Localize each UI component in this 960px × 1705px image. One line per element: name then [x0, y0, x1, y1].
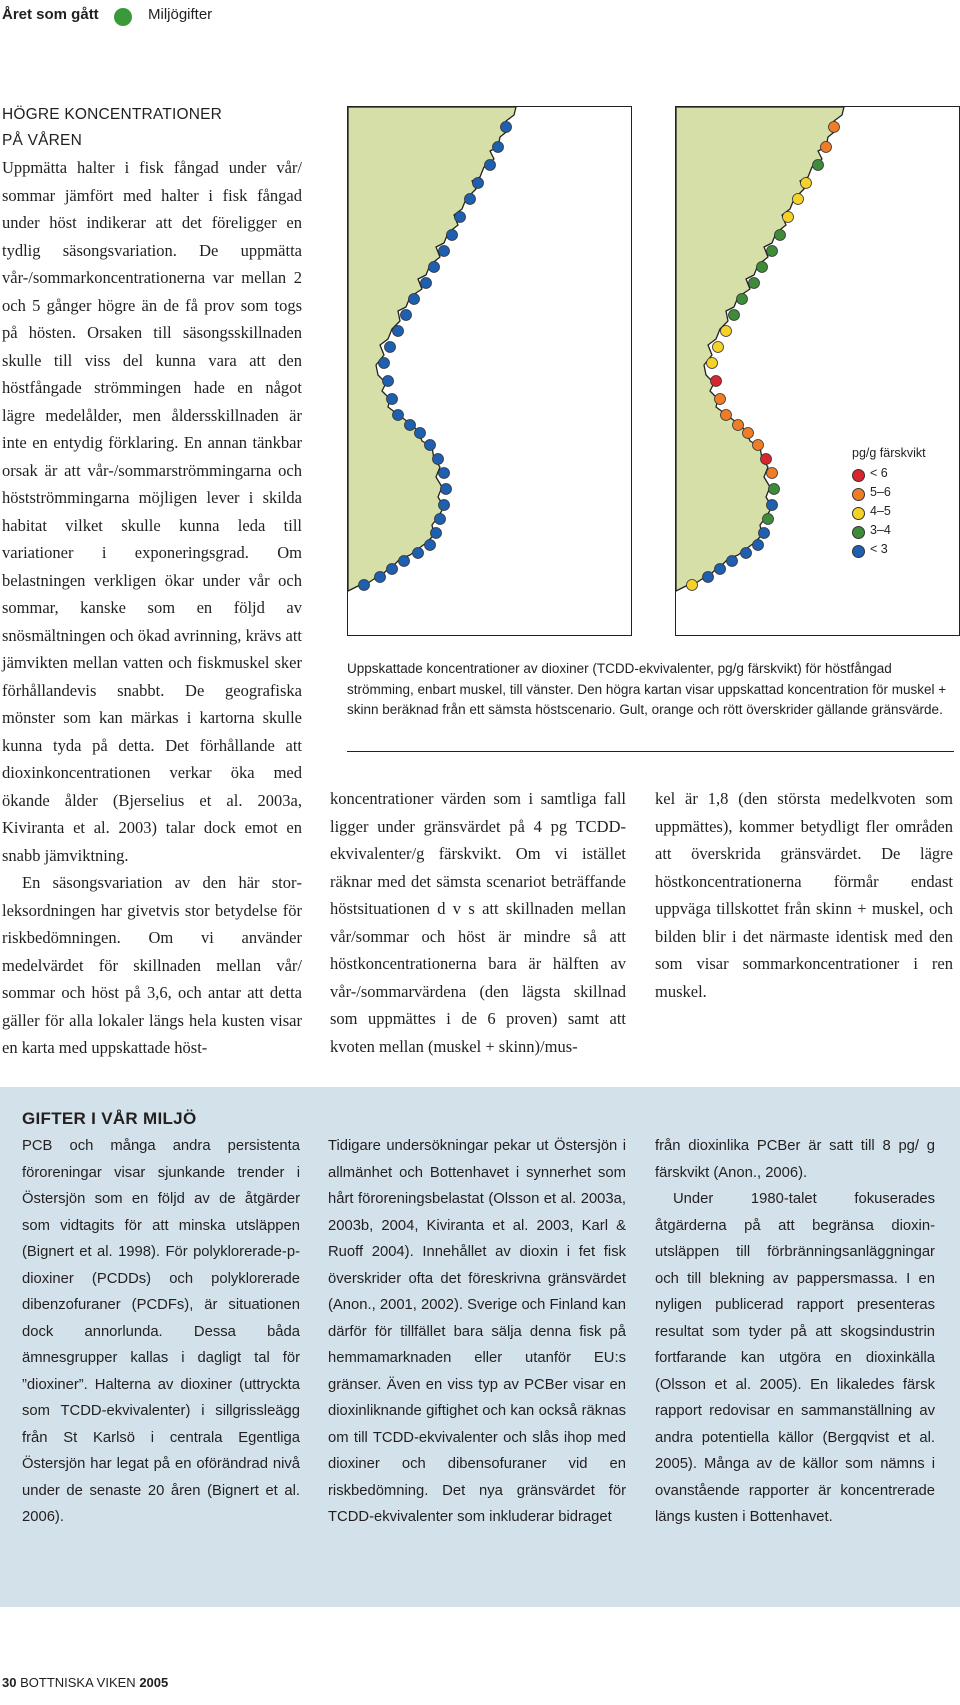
sampling-site-marker [721, 326, 732, 337]
article-right-column [655, 785, 953, 1005]
legend-swatch [852, 507, 865, 520]
sampling-site-marker [425, 540, 436, 551]
page-number: 30 [2, 1675, 17, 1690]
sampling-site-marker [715, 394, 726, 405]
publication-year: 2005 [139, 1675, 169, 1690]
legend-label: < 3 [870, 542, 888, 556]
sampling-site-marker [727, 556, 738, 567]
page-footer [2, 1675, 168, 1690]
dioxin-maps-figure [347, 102, 954, 757]
fact-box-title: GIFTER I VÅR MILJÖ [22, 1109, 197, 1128]
sampling-site-marker [703, 572, 714, 583]
map-muscle-only [347, 106, 632, 636]
sampling-site-marker [769, 484, 780, 495]
sampling-site-marker [829, 122, 840, 133]
sampling-site-marker [715, 564, 726, 575]
land-area [676, 107, 844, 591]
sampling-site-marker [435, 514, 446, 525]
section-color-dot [114, 8, 132, 26]
sampling-site-marker [753, 540, 764, 551]
fact-box-column [655, 1133, 935, 1531]
sampling-site-marker [473, 178, 484, 189]
article-left-column [2, 102, 302, 1062]
sampling-site-marker [737, 294, 748, 305]
fact-box-paragraph: PCB och många andra persistenta föroreningar visar sjunkande trender i Östersjön som en följd av de åtgärder som vidtagits för att minska utsläppen (Bignert et al. 1998). För polyklorerade-p-dioxiner (PCDDs) och polyklorerade dibenzofuraner (PCDFs), är situationen dock annorlunda. Dessa båda ämnesgrupper kallas i dagligt tal för ”dioxiner”. Halterna av dioxiner (uttryckta som TCDD-ekvivalenter) i sillgrissleägg från St Karlsö i centrala Egentliga Östersjön har legat på en oförändrad nivå under de senaste 20 åren (Bignert et al. 2006). [22, 1138, 300, 1525]
sampling-site-marker [387, 394, 398, 405]
sampling-site-marker [813, 160, 824, 171]
sampling-site-marker [493, 142, 504, 153]
sampling-site-marker [415, 428, 426, 439]
sampling-site-marker [767, 468, 778, 479]
caption-rule [347, 751, 954, 752]
sampling-site-marker [501, 122, 512, 133]
article-paragraph: En säsongsvariation av den här storleksordningen har givetvis stor betydelse för riskbedömningen. Om vi använder medelvärdet för skillnaden mellan vår/ sommar och höst på 3,6, och antar att detta gäller för alla lokaler längs hela kusten visar en karta med uppskattade höst- [2, 873, 302, 1057]
sampling-site-marker [761, 454, 772, 465]
publication-name: BOTTNISKA VIKEN [20, 1675, 136, 1690]
sampling-site-marker [433, 454, 444, 465]
article-heading-line1: HÖGRE KONCENTRATIONER [2, 106, 223, 123]
legend-swatch [852, 488, 865, 501]
sampling-site-marker [743, 428, 754, 439]
sampling-site-marker [721, 410, 732, 421]
sampling-site-marker [359, 580, 370, 591]
sampling-site-marker [729, 310, 740, 321]
fact-box-column [22, 1133, 300, 1531]
legend-swatch [852, 526, 865, 539]
sampling-site-marker [393, 410, 404, 421]
sampling-site-marker [379, 358, 390, 369]
sampling-site-marker [399, 556, 410, 567]
sampling-site-marker [759, 528, 770, 539]
sampling-site-marker [439, 500, 450, 511]
sampling-site-marker [485, 160, 496, 171]
fact-box [0, 1087, 960, 1607]
sampling-site-marker [421, 278, 432, 289]
sampling-site-marker [767, 246, 778, 257]
sampling-site-marker [707, 358, 718, 369]
legend-label: 4–5 [870, 504, 891, 518]
sampling-site-marker [431, 528, 442, 539]
land-area [348, 107, 516, 591]
sampling-site-marker [465, 194, 476, 205]
article-heading-line2: PÅ VÅREN [2, 132, 82, 149]
legend-label: 3–4 [870, 523, 891, 537]
sampling-site-marker [763, 514, 774, 525]
subsection-title: Miljögifter [148, 6, 213, 23]
sampling-site-marker [801, 178, 812, 189]
sampling-site-marker [441, 484, 452, 495]
sampling-site-marker [425, 440, 436, 451]
sampling-site-marker [775, 230, 786, 241]
sampling-site-marker [387, 564, 398, 575]
sampling-site-marker [429, 262, 440, 273]
article-paragraph: kel är 1,8 (den största medelkvoten som uppmättes), kommer betydligt fler områden att överskrida gränsvärdet. De lägre höstkoncentrationerna förmår endast uppväga tillskottet från skinn + muskel, och bilden blir i det närmaste identisk med den som visar sommarkoncentrationer i ren muskel. [655, 789, 953, 1001]
legend-title: pg/g färskvikt [852, 446, 926, 460]
article-middle-column [330, 785, 626, 1060]
sampling-site-marker [385, 342, 396, 353]
sampling-site-marker [413, 548, 424, 559]
sampling-site-marker [749, 278, 760, 289]
sampling-site-marker [455, 212, 466, 223]
sampling-site-marker [405, 420, 416, 431]
sampling-site-marker [375, 572, 386, 583]
sampling-site-marker [383, 376, 394, 387]
map-right-svg [676, 107, 959, 635]
article-paragraph: koncentrationer värden som i samtliga fall ligger under gränsvärdet på 4 pg TCDD-ekvivalenter/g färskvikt. Om vi istället räknar med det sämsta scenariot beträffande höstsituationen d v s att skillnaden mellan vår/sommar och höst är mindre så att höstkoncentrationerna bara är hälften av vår-/sommarvärdena (den lägsta skillnad som uppmättes i de 6 proven) samt att kvoten mellan (muskel + skinn)/mus- [330, 789, 626, 1056]
sampling-site-marker [741, 548, 752, 559]
map-left-svg [348, 107, 631, 635]
legend-swatch [852, 545, 865, 558]
sampling-site-marker [439, 468, 450, 479]
fact-box-column [328, 1133, 626, 1531]
sampling-site-marker [733, 420, 744, 431]
sampling-site-marker [447, 230, 458, 241]
sampling-site-marker [821, 142, 832, 153]
fact-box-paragraph: Under 1980-talet fokuserades åtgärderna på att begränsa dioxinutsläppen till förbränningsanläggningar och till blekning av pappersmassa. I en nyligen publicerad rapport presenteras resultat som tyder på att skogsindustrin fortfarande kan utgöra en dioxinkälla (Olsson et al. 2005). En likaledes färsk rapport redovisar en sammanställning av andra potentiella källor (Bergqvist et al. 2005). Många av de källor som nämns i ovanstående rapporter är koncentrerade längs kusten i Bottenhavet. [655, 1191, 935, 1525]
sampling-site-marker [687, 580, 698, 591]
sampling-site-marker [757, 262, 768, 273]
sampling-site-marker [401, 310, 412, 321]
legend-label: < 6 [870, 466, 888, 480]
figure-caption: Uppskattade koncentrationer av dioxiner (TCDD-ekvivalenter, pg/g färskvikt) för höstfångad strömming, enbart muskel, till vänster. Den högra kartan visar uppskattad koncentration för muskel + skinn beräknad från ett sämsta höstscenario. Gult, orange och rött överskrider gällande gränsvärde. [347, 661, 947, 717]
sampling-site-marker [393, 326, 404, 337]
article-paragraph: Uppmätta halter i fisk fångad under vår/ sommar jämfört med halter i fisk fångad under höst indikerar att det föreligger en tydlig säsongsvariation. De uppmätta vår-/sommarkoncentrationerna var mellan 2 och 5 gånger högre än de få prov som togs på hösten. Orsaken till säsongsskillnaden skulle till viss del kunna vara att den höstfångade strömmingen hade en något lägre medelålder, men åldersskillnaden är inte en entydig förklaring. En annan tänkbar orsak är att vår-/sommarströmmingarna och höstströmmingarna möjligen lever i skilda habitat vilket skulle kunna leda till variationer i exponeringsgrad. Om belastningen verkligen ökar under vår och sommar, kanske som en följd av snösmältningen och ökad avrinning, krävs att jämvikten mellan vatten och fiskmuskel sker förhållandevis snabbt. De geografiska mönster som kan märkas i kartorna skulle kunna tyda på detta. Det förhållande att dioxinkoncentrationen verkar öka med ökande ålder (Bjerselius et al. 2003a, Kiviranta et al. 2003) talar dock emot en snabb jämviktning. [2, 158, 302, 865]
sampling-site-marker [409, 294, 420, 305]
map-muscle-skin [675, 106, 960, 636]
section-title: Året som gått [2, 6, 99, 23]
legend-swatch [852, 469, 865, 482]
sampling-site-marker [711, 376, 722, 387]
sampling-site-marker [713, 342, 724, 353]
sampling-site-marker [793, 194, 804, 205]
fact-box-paragraph: från dioxinlika PCBer är satt till 8 pg/ g färskvikt (Anon., 2006). [655, 1138, 935, 1181]
sampling-site-marker [439, 246, 450, 257]
sampling-site-marker [767, 500, 778, 511]
fact-box-paragraph: Tidigare undersökningar pekar ut Östersjön i allmänhet och Bottenhavet i synnerhet som hårt föroreningsbelastat (Olsson et al. 2003a, 2003b, 2004, Kiviranta et al. 2003, Karl & Ruoff 2004). Innehållet av dioxin i fet fisk överskrider ofta det föreskrivna gränsvärdet (Anon., 2001, 2002). Sverige och Finland kan därför för tillfället bara sälja denna fisk på hemmamarknaden eller utanför EU:s gränser. Även en viss typ av PCBer visar en dioxinliknande giftighet och kan också räknas om till TCDD-ekvivalenter och slås ihop med dioxiner och dibensofuraner vid en riskbedömning. Det nya gränsvärdet för TCDD-ekvivalenter som inkluderar bidraget [328, 1138, 626, 1525]
sampling-site-marker [753, 440, 764, 451]
article-heading [2, 102, 302, 154]
sampling-site-marker [783, 212, 794, 223]
legend-label: 5–6 [870, 485, 891, 499]
